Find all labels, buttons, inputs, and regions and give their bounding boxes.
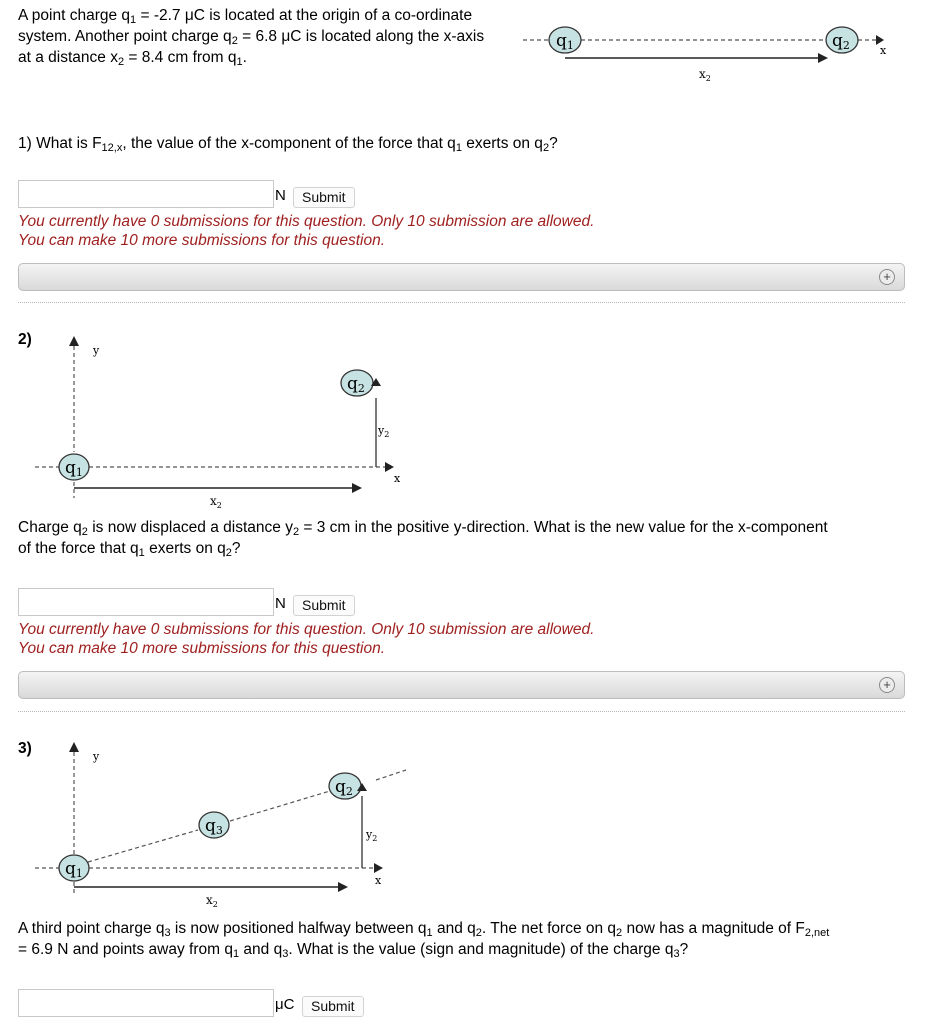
hint-bar-2[interactable] [18, 671, 905, 699]
submit-button-3[interactable]: Submit [302, 996, 364, 1017]
svg-text:y2: $y_2$ [378, 424, 390, 439]
question-1-text: 1) What is $F_{12,x}$, the value of the x-component of the force that $q_1$ exerts on $q_2$? [18, 135, 558, 154]
submit-button-1[interactable]: Submit [293, 187, 355, 208]
intro-line-3: at a distance $x_2 = 8.4$ cm from $q_1$. [18, 49, 247, 68]
submission-remaining-2: You can make 10 more submissions for this question. [18, 640, 386, 657]
unit-label-1: N [275, 187, 286, 204]
question-3-text: A third point charge $q_3$ is now positioned halfway between $q_1$ and $q_2$. The net force on $q_2$ now has a magnitude of $F_{2,net}$ = 6.9 N and points away from $q_1$ and $q_3$. What is the value (sign and magnitude) of the charge $q_3$? [18, 920, 830, 960]
svg-text:q1: q1 [65, 859, 83, 880]
svg-text:q3: q3 [205, 816, 223, 837]
question-2-number: 2) [18, 331, 32, 348]
submit-button-2[interactable]: Submit [293, 595, 355, 616]
svg-text:x: x [375, 874, 382, 887]
question-3-number: 3) [18, 740, 32, 757]
svg-text:x2: $x_2$ [210, 494, 222, 510]
diagram-3 [30, 738, 430, 908]
diagram-2 [30, 330, 430, 510]
charge-q1-icon [59, 454, 89, 480]
unit-label-3: μC [275, 996, 295, 1013]
charge-q1-icon [549, 27, 581, 53]
svg-text:q1: q1 [65, 458, 83, 479]
svg-text:q2: q2 [335, 777, 353, 798]
x-axis-label: x [880, 44, 887, 57]
question-2-text: Charge $q_2$ is now displaced a distance $y_2 = 3$ cm in the positive y-direction. What is the new value for the x-component of the force that $q_1$ exerts on $q_2$? [18, 519, 828, 559]
svg-text:x2: $x_2$ [206, 893, 218, 908]
problem-intro [18, 5, 538, 68]
diagram-1 [518, 10, 898, 90]
answer-input-3[interactable] [18, 989, 274, 1017]
unit-label-2: N [275, 595, 286, 612]
expand-icon[interactable]: + [879, 677, 895, 693]
hint-bar-1[interactable] [18, 263, 905, 291]
charge-q1-icon [59, 855, 89, 881]
intro-line-1: A point charge $q_1 = -2.7$ μC is located at the origin of a co-ordinate [18, 7, 473, 26]
charge-q2-icon [341, 370, 373, 396]
submission-note-2: You currently have 0 submissions for this question. Only 10 submission are allowed. [18, 621, 595, 638]
charge-q3-icon [199, 812, 229, 838]
answer-input-1[interactable] [18, 180, 274, 208]
intro-line-2: system. Another point charge $q_2 = 6.8$ μC is located along the x-axis [18, 28, 485, 47]
expand-icon[interactable]: + [879, 269, 895, 285]
svg-text:q2: q2 [832, 31, 850, 52]
svg-text:q1: q1 [556, 31, 574, 52]
y-axis-label: y [93, 344, 100, 357]
submission-note-1: You currently have 0 submissions for this question. Only 10 submission are allowed. [18, 213, 595, 230]
charge-q2-icon [826, 27, 858, 53]
x2-label: $x_2$ [699, 67, 711, 83]
submission-remaining-1: You can make 10 more submissions for this question. [18, 232, 386, 249]
answer-input-2[interactable] [18, 588, 274, 616]
divider [18, 711, 905, 712]
svg-text:y2: $y_2$ [366, 828, 378, 843]
svg-text:q2: q2 [347, 374, 365, 395]
svg-text:x: x [394, 472, 401, 485]
charge-q2-icon [329, 773, 361, 799]
svg-text:y: y [93, 750, 100, 763]
divider [18, 302, 905, 303]
